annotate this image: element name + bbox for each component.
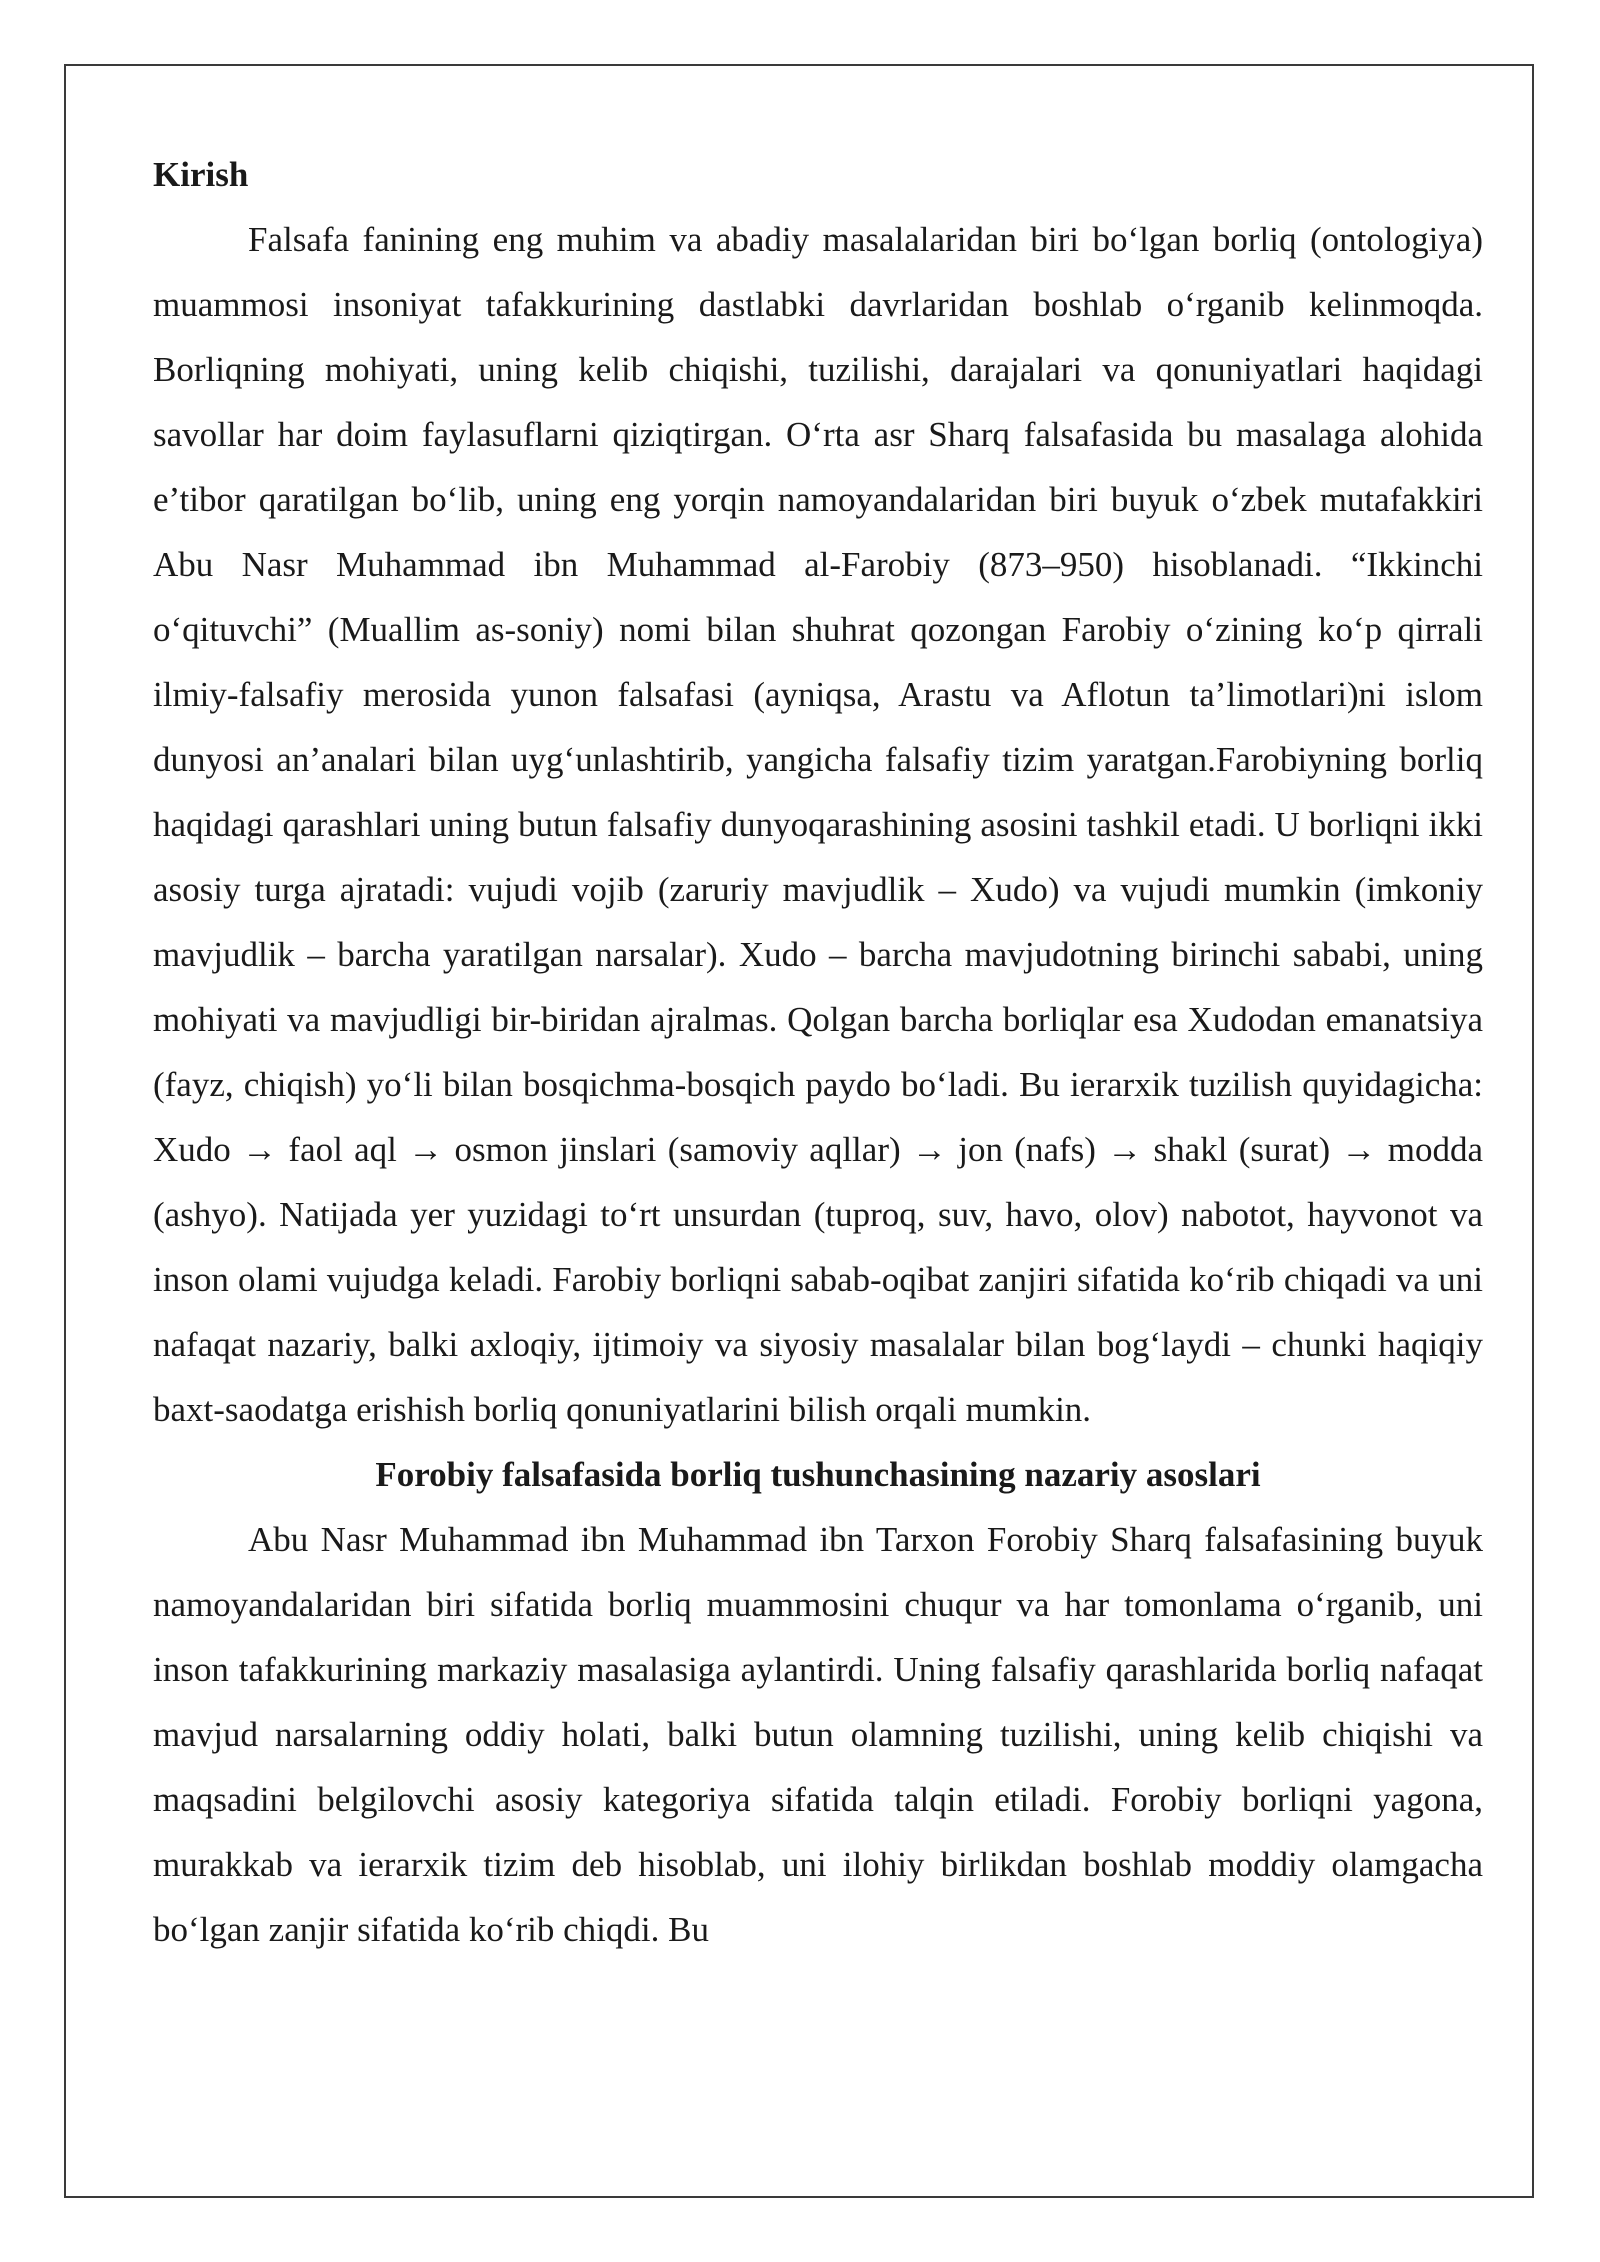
document-body bbox=[153, 142, 1483, 1962]
section-paragraph: Abu Nasr Muhammad ibn Muhammad ibn Tarxon Forobiy Sharq falsafasining buyuk namoyandalaridan biri sifatida borliq muammosini chuqur va har tomonlama o‘rganib, uni inson tafakkurining markaziy masalasiga aylantirdi. Uning falsafiy qarashlarida borliq nafaqat mavjud narsalarning oddiy holati, balki butun olamning tuzilishi, uning kelib chiqishi va maqsadini belgilovchi asosiy kategoriya sifatida talqin etiladi. Forobiy borliqni yagona, murakkab va ierarxik tizim deb hisoblab, uni ilohiy birlikdan boshlab moddiy olamgacha bo‘lgan zanjir sifatida ko‘rib chiqdi. Bu bbox=[153, 1520, 1483, 1949]
section-heading: Forobiy falsafasida borliq tushunchasining nazariy asoslari bbox=[375, 1455, 1261, 1494]
intro-paragraph: Falsafa fanining eng muhim va abadiy masalalaridan biri bo‘lgan borliq (ontologiya) muammosi insoniyat tafakkurining dastlabki davrlaridan boshlab o‘rganib kelinmoqda. Borliqning mohiyati, uning kelib chiqishi, tuzilishi, darajalari va qonuniyatlari haqidagi savollar har doim faylasuflarni qiziqtirgan. O‘rta asr Sharq falsafasida bu masalaga alohida e’tibor qaratilgan bo‘lib, uning eng yorqin namoyandalaridan biri buyuk o‘zbek mutafakkiri Abu Nasr Muhammad ibn Muhammad al-Farobiy (873–950) hisoblanadi. “Ikkinchi o‘qituvchi” (Muallim as-soniy) nomi bilan shuhrat qozongan Farobiy o‘zining ko‘p qirrali ilmiy-falsafiy merosida yunon falsafasi (ayniqsa, Arastu va Aflotun ta’limotlari)ni islom dunyosi an’analari bilan uyg‘unlashtirib, yangicha falsafiy tizim yaratgan.Farobiyning borliq haqidagi qarashlari uning butun falsafiy dunyoqarashining asosini tashkil etadi. U borliqni ikki asosiy turga ajratadi: vujudi vojib (zaruriy mavjudlik – Xudo) va vujudi mumkin (imkoniy mavjudlik – barcha yaratilgan narsalar). Xudo – barcha mavjudotning birinchi sababi, uning mohiyati va mavjudligi bir-biridan ajralmas. Qolgan barcha borliqlar esa Xudodan emanatsiya (fayz, chiqish) yo‘li bilan bosqichma-bosqich paydo bo‘ladi. Bu ierarxik tuzilish quyidagicha: Xudo → faol aql → osmon jinslari (samoviy aqllar) → jon (nafs) → shakl (surat) → modda (ashyo). Natijada yer yuzidagi to‘rt unsurdan (tuproq, suv, havo, olov) nabotot, hayvonot va inson olami vujudga keladi. Farobiy borliqni sabab-oqibat zanjiri sifatida ko‘rib chiqadi va uni nafaqat nazariy, balki axloqiy, ijtimoiy va siyosiy masalalar bilan bog‘laydi – chunki haqiqiy baxt-saodatga erishish borliq qonuniyatlarini bilish orqali mumkin. bbox=[153, 220, 1483, 1429]
intro-heading: Kirish bbox=[153, 155, 249, 194]
